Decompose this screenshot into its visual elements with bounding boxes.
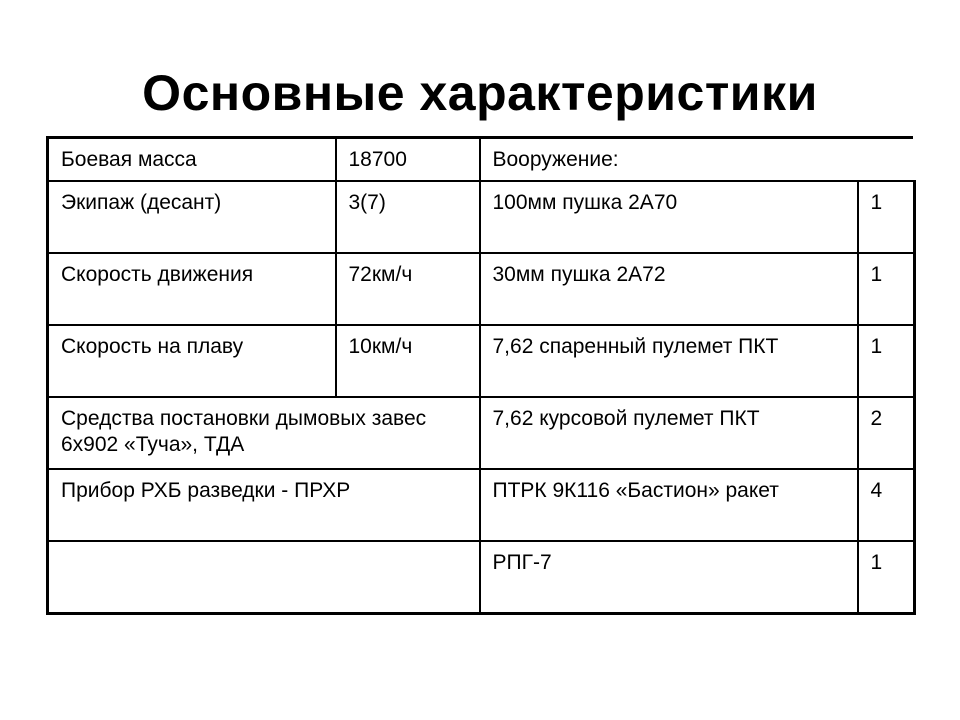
param-cell: Экипаж (десант) (48, 181, 336, 253)
value-cell: 3(7) (336, 181, 480, 253)
armament-cell: ПТРК 9К116 «Бастион» ракет (480, 469, 858, 541)
param-cell (48, 541, 480, 613)
value-cell: 10км/ч (336, 325, 480, 397)
param-cell: Скорость на плаву (48, 325, 336, 397)
param-cell: Прибор РХБ разведки - ПРХР (48, 469, 480, 541)
armament-cell: РПГ-7 (480, 541, 858, 613)
characteristics-table (46, 139, 916, 615)
value-cell: 18700 (336, 139, 480, 181)
count-cell: 1 (858, 541, 915, 613)
table-row (48, 397, 915, 469)
table-row (48, 253, 915, 325)
armament-cell: 100мм пушка 2А70 (480, 181, 858, 253)
param-cell: Боевая масса (48, 139, 336, 181)
slide-title: Основные характеристики (142, 65, 818, 121)
table-row (48, 469, 915, 541)
armament-header-cell: Вооружение: (480, 139, 915, 181)
table-row (48, 325, 915, 397)
table-row (48, 139, 915, 181)
armament-cell: 7,62 спаренный пулемет ПКТ (480, 325, 858, 397)
count-cell: 2 (858, 397, 915, 469)
count-cell: 4 (858, 469, 915, 541)
param-cell: Средства постановки дымовых завес 6х902 «Туча», ТДА (48, 397, 480, 469)
count-cell: 1 (858, 325, 915, 397)
count-cell: 1 (858, 253, 915, 325)
param-cell: Скорость движения (48, 253, 336, 325)
table-row (48, 181, 915, 253)
armament-cell: 30мм пушка 2А72 (480, 253, 858, 325)
armament-cell: 7,62 курсовой пулемет ПКТ (480, 397, 858, 469)
value-cell: 72км/ч (336, 253, 480, 325)
count-cell: 1 (858, 181, 915, 253)
table-row (48, 541, 915, 613)
